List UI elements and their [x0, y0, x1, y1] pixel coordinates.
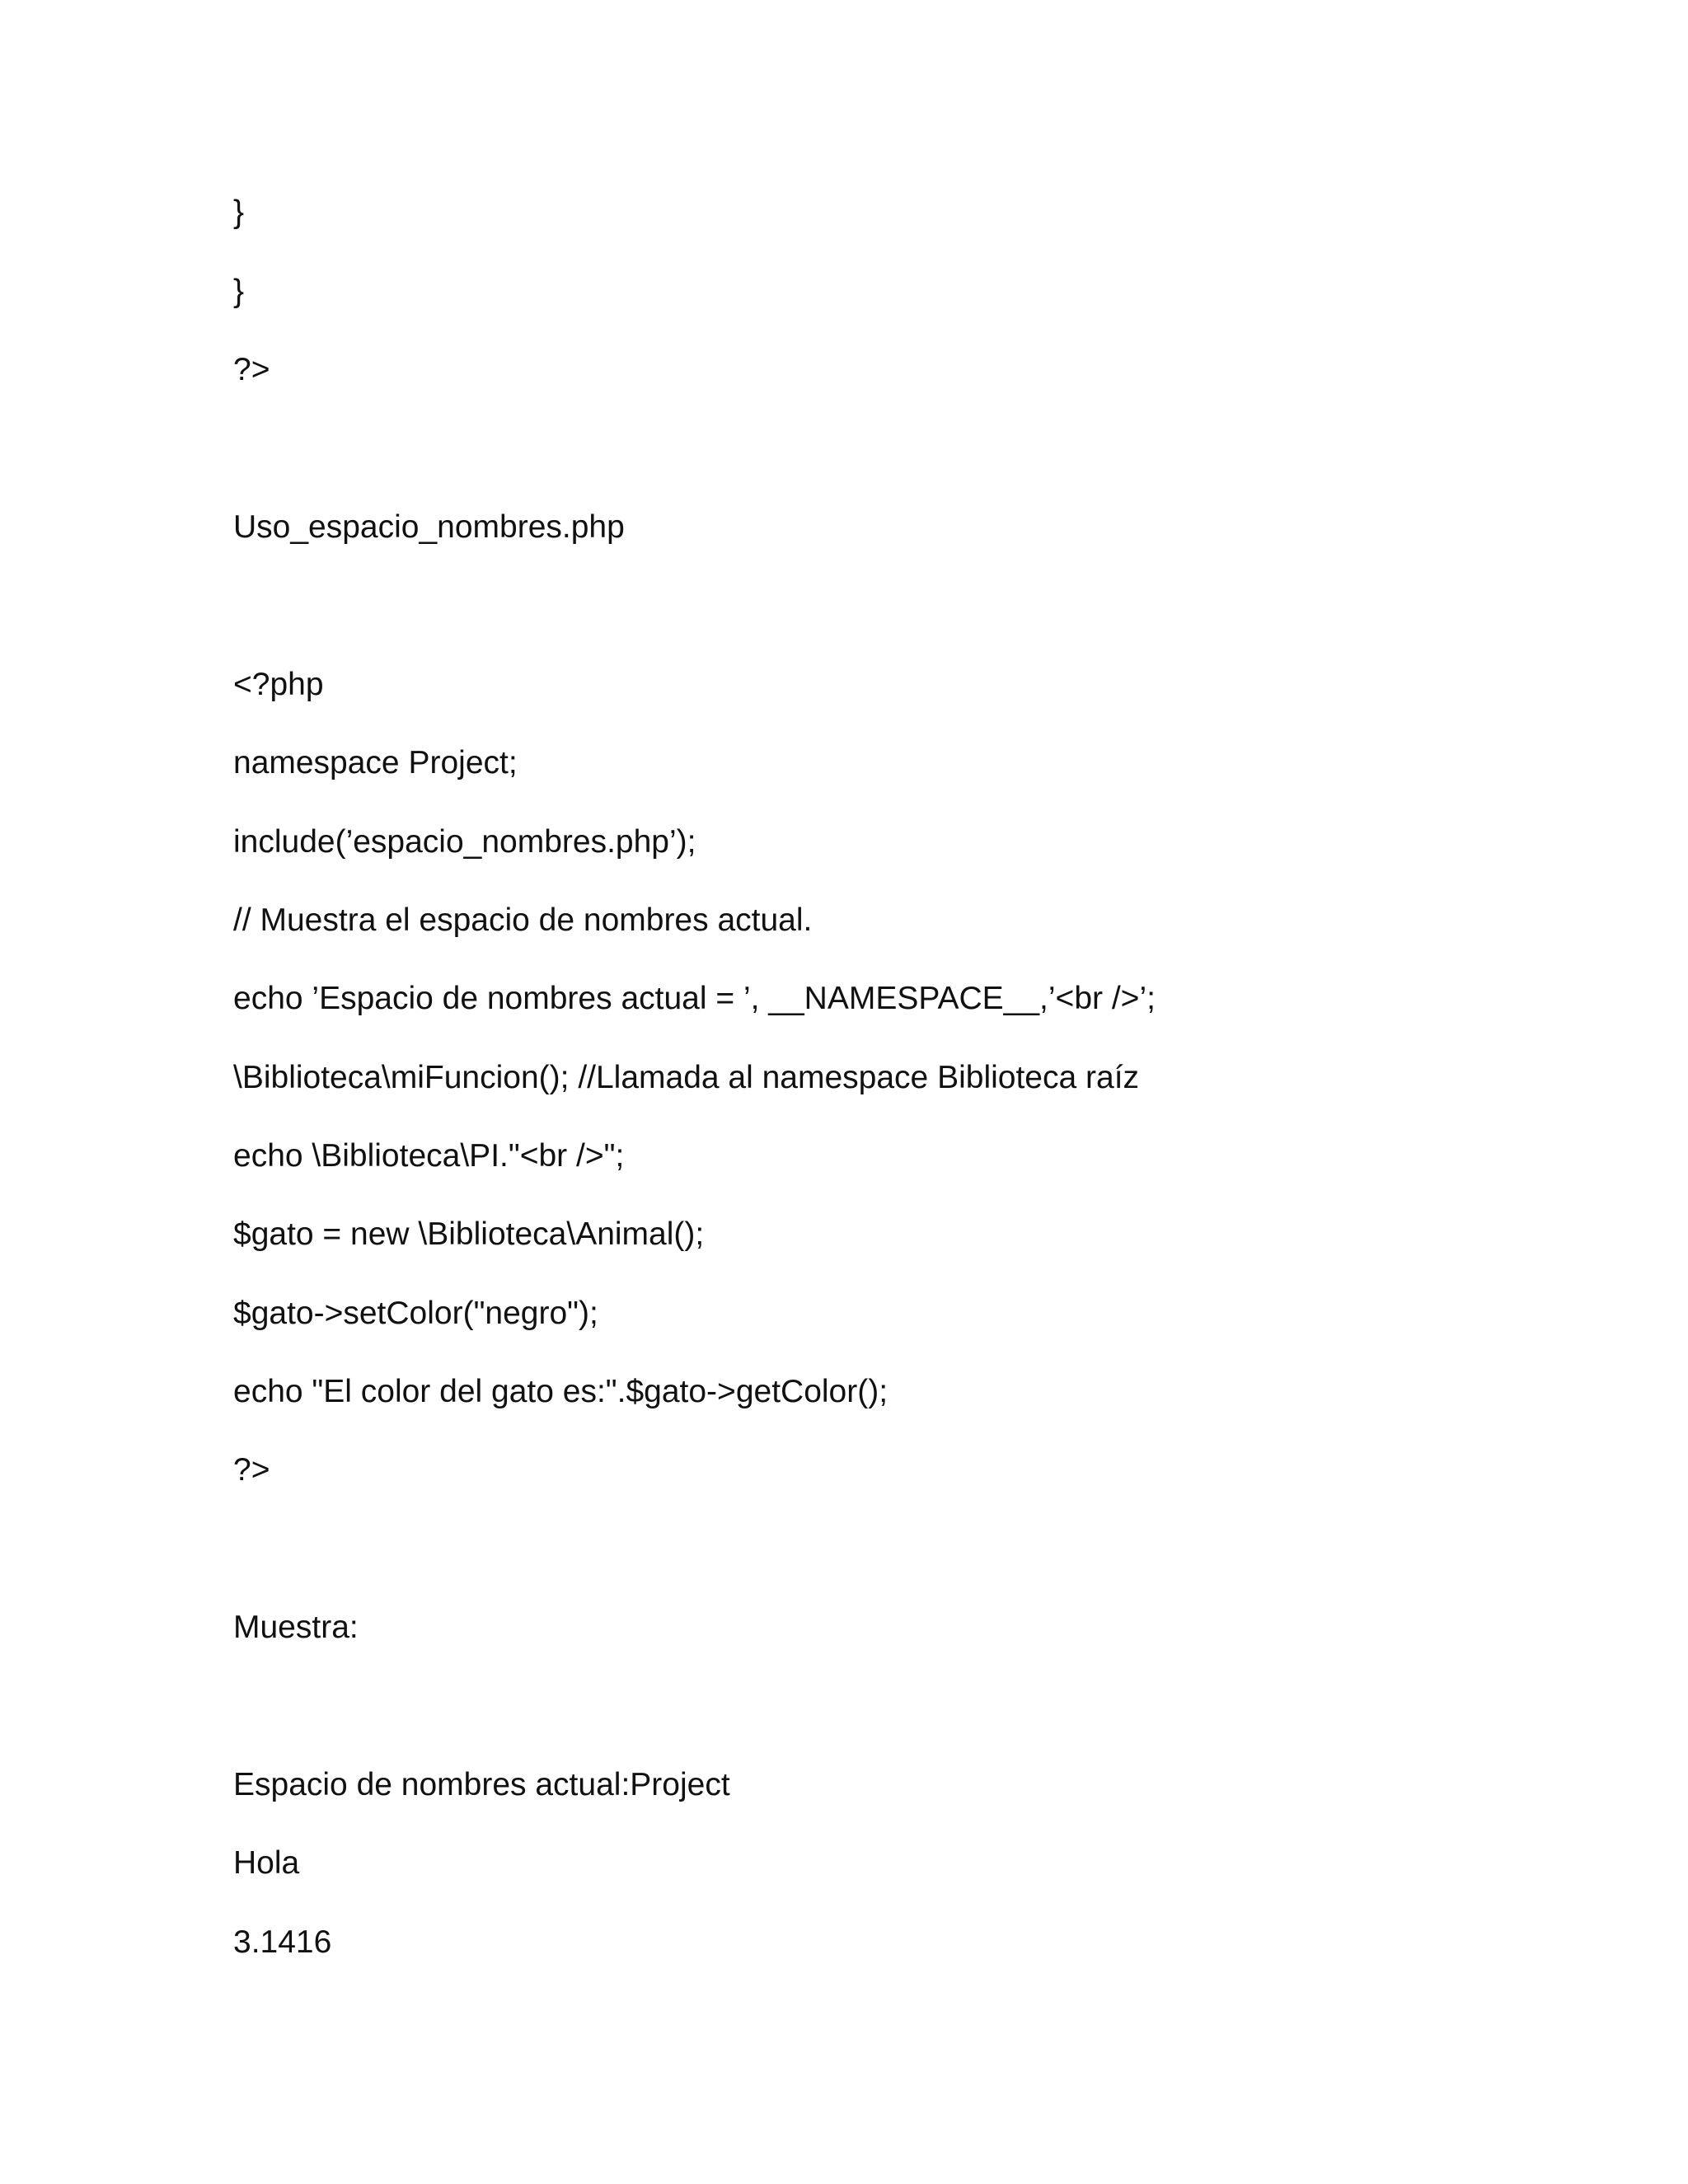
code-echo-color-line: echo "El color del gato es:".$gato->getColor();: [233, 1374, 889, 1409]
output-line-hola: Hola: [233, 1845, 300, 1881]
code-comment-line: // Muestra el espacio de nombres actual.: [233, 902, 813, 938]
code-php-close-tag-2: ?>: [233, 1452, 270, 1488]
code-echo-pi-line: echo \Biblioteca\PI."<br />";: [233, 1138, 625, 1174]
file-name-heading: Uso_espacio_nombres.php: [233, 509, 625, 545]
output-heading: Muestra:: [233, 1610, 359, 1645]
code-new-animal-line: $gato = new \Biblioteca\Animal();: [233, 1216, 705, 1252]
code-echo-namespace-line: echo ’Espacio de nombres actual = ’, __NAMESPACE__,’<br />’;: [233, 981, 1156, 1016]
output-line-namespace: Espacio de nombres actual:Project: [233, 1767, 730, 1802]
code-php-close-tag-1: ?>: [233, 352, 270, 387]
code-close-brace-1: }: [233, 194, 245, 230]
code-namespace-line: namespace Project;: [233, 745, 518, 780]
output-line-pi: 3.1416: [233, 1924, 332, 1960]
code-include-line: include(’espacio_nombres.php’);: [233, 824, 696, 860]
code-function-call-line: \Biblioteca\miFuncion(); //Llamada al namespace Biblioteca raíz: [233, 1060, 1140, 1095]
code-set-color-line: $gato->setColor("negro");: [233, 1296, 598, 1331]
code-php-open-tag: <?php: [233, 667, 324, 702]
code-close-brace-2: }: [233, 274, 245, 309]
